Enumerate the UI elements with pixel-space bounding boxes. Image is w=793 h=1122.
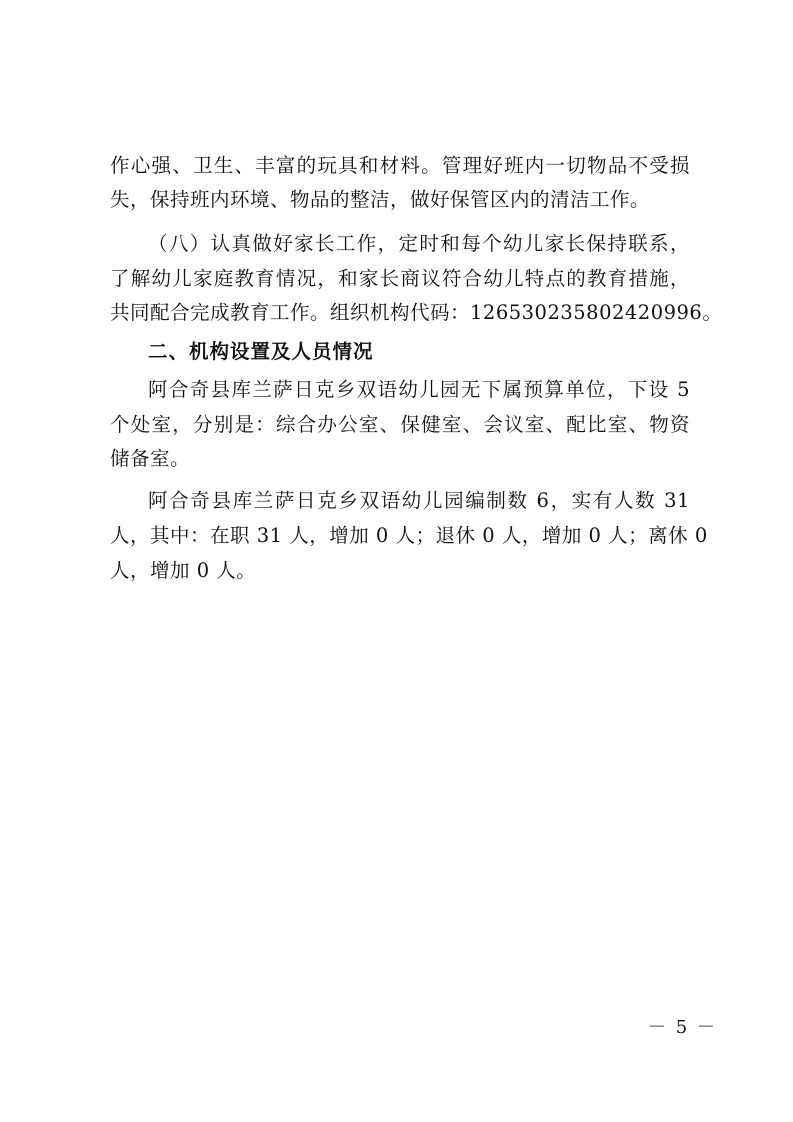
section-heading: 二、机构设置及人员情况 [148, 340, 374, 363]
paragraph-1-line-2: 失，保持班内环境、物品的整洁，做好保管区内的清洁工作。 [110, 188, 651, 211]
paragraph-4-line-3: 人，增加 0 人。 [110, 559, 257, 582]
paragraph-2-line-1: （八）认真做好家长工作，定时和每个幼儿家长保持联系， [148, 232, 690, 255]
paragraph-3-line-3: 储备室。 [110, 447, 191, 470]
paragraph-1-line-1: 作心强、卫生、丰富的玩具和材料。管理好班内一切物品不受损 [110, 154, 690, 177]
page-number: － 5 － [648, 1017, 717, 1038]
paragraph-2-line-2: 了解幼儿家庭教育情况，和家长商议符合幼儿特点的教育措施， [110, 267, 690, 290]
paragraph-4-line-1: 阿合奇县库兰萨日克乡双语幼儿园编制数 6，实有人数 31 [148, 489, 690, 512]
paragraph-2-line-3: 共同配合完成教育工作。组织机构代码：126530235802420996。 [110, 301, 723, 324]
paragraph-3-line-1: 阿合奇县库兰萨日克乡双语幼儿园无下属预算单位，下设 5 [148, 378, 690, 401]
paragraph-4-line-2: 人，其中：在职 31 人，增加 0 人；退休 0 人，增加 0 人；离休 0 [110, 524, 708, 547]
paragraph-3-line-2: 个处室，分别是：综合办公室、保健室、会议室、配比室、物资 [110, 413, 690, 436]
